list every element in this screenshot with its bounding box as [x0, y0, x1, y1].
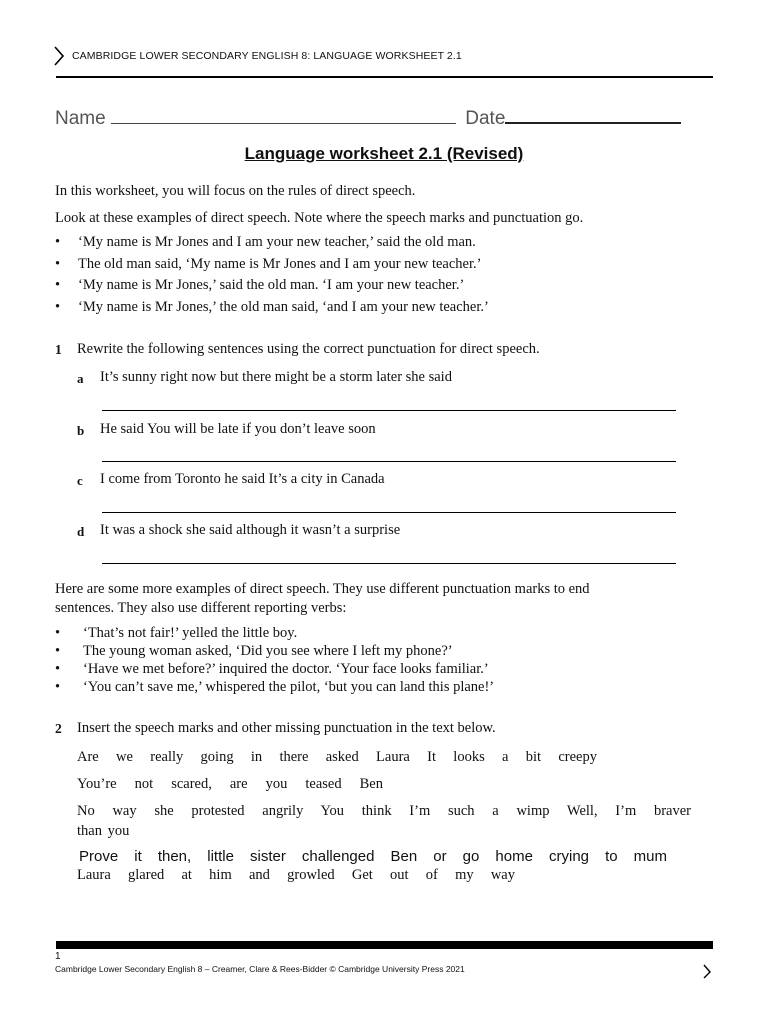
examples-list-2: [55, 625, 494, 697]
list-item: • The old man said, ‘My name is Mr Jones and I am your new teacher.’: [55, 256, 489, 278]
answer-line-a[interactable]: [102, 410, 676, 411]
item-text: It was a shock she said although it wasn’t a surprise: [100, 522, 401, 538]
list-item: • The young woman asked, ‘Did you see where I left my phone?’: [55, 643, 494, 661]
page-number: 1: [55, 951, 61, 962]
name-label: Name: [55, 108, 106, 129]
list-item: • ‘You can’t save me,’ whispered the pilot, ‘but you can land this plane!’: [55, 679, 494, 697]
name-date-row: [55, 104, 681, 130]
q2-line-3a: No way she protested angrily You think I’m such a wimp Well, I’m braver: [77, 803, 691, 819]
item-text: He said You will be late if you don’t leave soon: [100, 421, 376, 437]
header-title: CAMBRIDGE LOWER SECONDARY ENGLISH 8: LANGUAGE WORKSHEET 2.1: [72, 50, 462, 62]
date-field[interactable]: [505, 104, 681, 124]
item-letter: d: [77, 524, 85, 539]
intro-line-2: Look at these examples of direct speech. Note where the speech marks and punctuation go.: [55, 210, 584, 226]
q2-line-2: You’re not scared, are you teased Ben: [77, 776, 383, 792]
date-label: Date: [465, 108, 506, 129]
q2-line-4: Prove it then, little sister challenged Ben or go home crying to mum: [79, 848, 667, 865]
answer-line-b[interactable]: [102, 461, 676, 462]
more-examples-line-1: Here are some more examples of direct speech. They use different punctuation marks to end: [55, 581, 590, 597]
list-item: • ‘My name is Mr Jones,’ the old man said, ‘and I am your new teacher.’: [55, 299, 489, 321]
list-item: • ‘Have we met before?’ inquired the doctor. ‘Your face looks familiar.’: [55, 661, 494, 679]
q2-line-1: Are we really going in there asked Laura It looks a bit creepy: [77, 749, 597, 765]
answer-line-d[interactable]: [102, 563, 676, 564]
item-text: It’s sunny right now but there might be a storm later she said: [100, 369, 452, 385]
question-number: 1: [55, 342, 62, 357]
item-letter: b: [77, 423, 85, 438]
chevron-right-icon: [702, 963, 712, 979]
footer-copyright: Cambridge Lower Secondary English 8 – Creamer, Clare & Rees-Bidder © Cambridge University Press 2021: [55, 964, 465, 974]
worksheet-title: Language worksheet 2.1 (Revised): [244, 144, 524, 163]
header-divider: [56, 76, 713, 78]
answer-line-c[interactable]: [102, 512, 676, 513]
intro-line-1: In this worksheet, you will focus on the rules of direct speech.: [55, 183, 416, 199]
question-1: [55, 341, 62, 359]
list-item: • ‘My name is Mr Jones,’ said the old man. ‘I am your new teacher.’: [55, 277, 489, 299]
q2-line-5: Laura glared at him and growled Get out of my way: [77, 867, 515, 883]
question-1-prompt: Rewrite the following sentences using the correct punctuation for direct speech.: [77, 341, 540, 357]
footer-divider: [56, 941, 713, 949]
item-text: I come from Toronto he said It’s a city in Canada: [100, 471, 385, 487]
more-examples-line-2: sentences. They also use different reporting verbs:: [55, 600, 347, 616]
name-field[interactable]: [111, 105, 456, 124]
question-2: [55, 720, 62, 738]
list-item: • ‘My name is Mr Jones and I am your new teacher,’ said the old man.: [55, 234, 489, 256]
question-number: 2: [55, 721, 62, 736]
q2-line-3b: than you: [77, 823, 130, 839]
chevron-right-icon: [52, 45, 66, 67]
item-letter: a: [77, 371, 84, 386]
examples-list-1: [55, 234, 489, 320]
question-2-prompt: Insert the speech marks and other missing punctuation in the text below.: [77, 720, 496, 736]
list-item: • ‘That’s not fair!’ yelled the little boy.: [55, 625, 494, 643]
item-letter: c: [77, 473, 83, 488]
